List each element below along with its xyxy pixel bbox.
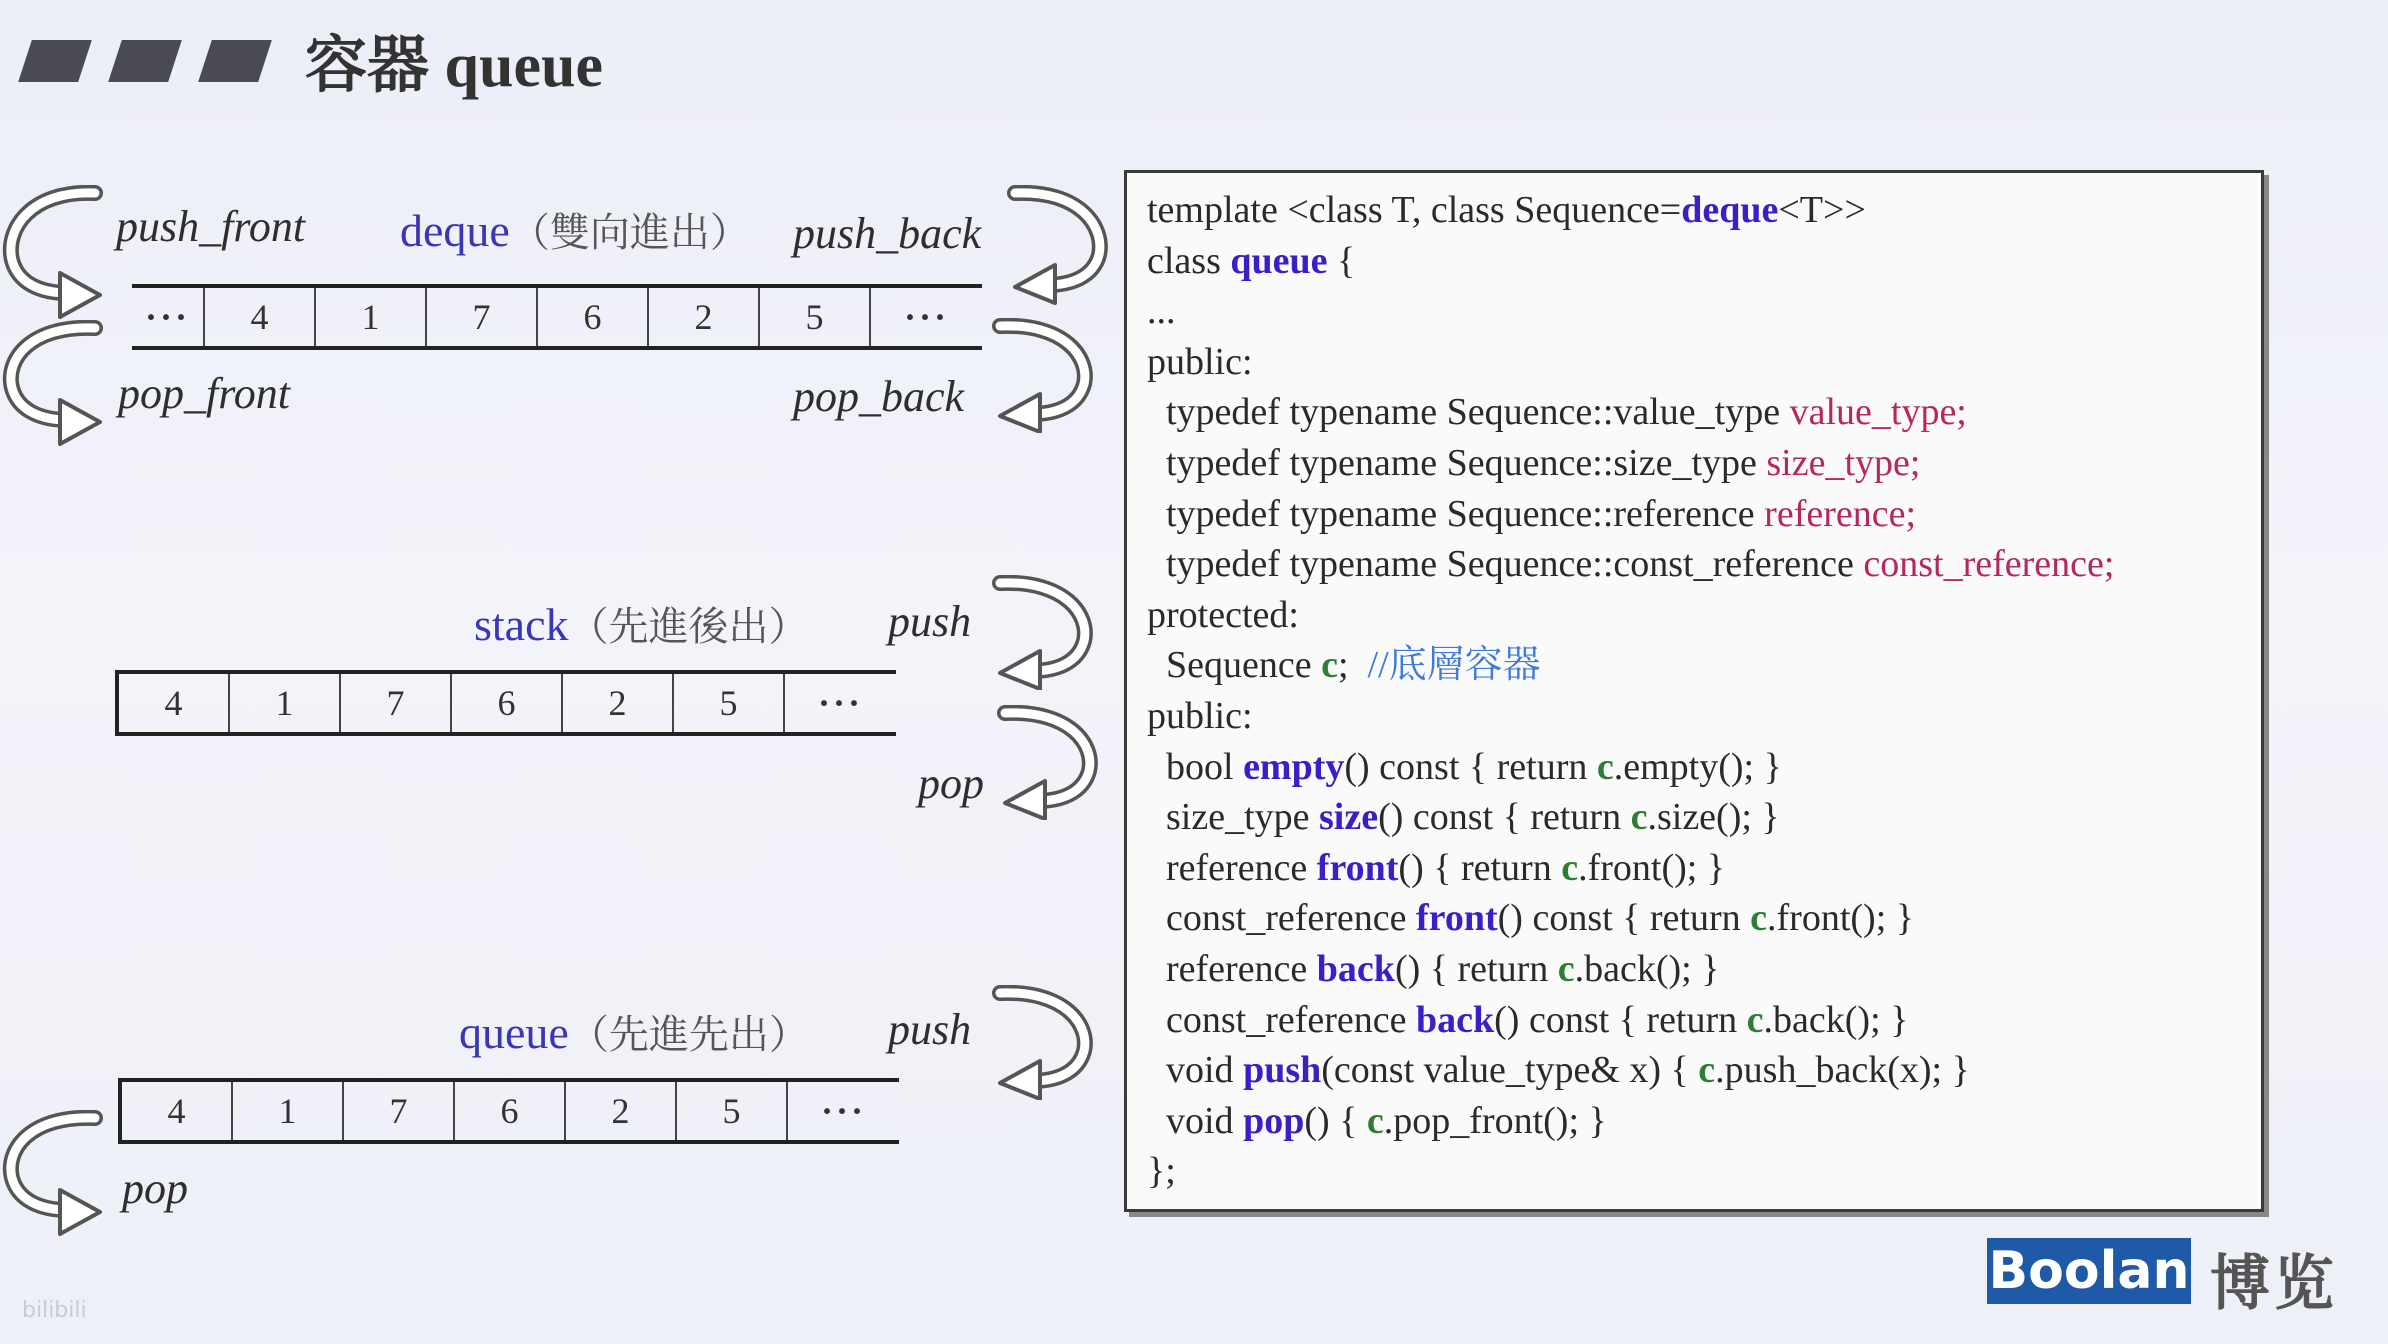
code-token: size_type;	[1766, 441, 1921, 484]
code-token: .push_back(x); }	[1715, 1049, 1970, 1092]
code-token: .front(); }	[1578, 846, 1726, 889]
pop-back-arrow-icon	[990, 318, 1100, 433]
queue-push-label: push	[888, 1005, 972, 1054]
queue-cell: 6	[455, 1082, 566, 1140]
pop-front-arrow-icon	[0, 320, 110, 450]
code-token: .size(); }	[1647, 796, 1780, 839]
stack-cell: 2	[563, 674, 674, 732]
code-line	[1147, 590, 2114, 641]
code-token: c	[1750, 897, 1768, 940]
header-block	[198, 40, 272, 82]
code-line	[1147, 893, 2114, 944]
code-token: c	[1596, 745, 1614, 788]
stack-name: stack	[474, 599, 569, 650]
code-token: .pop_front(); }	[1383, 1099, 1607, 1142]
code-token: c	[1746, 998, 1764, 1041]
deque-push-back-label: push_back	[793, 209, 982, 258]
code-line	[1147, 742, 2114, 793]
stack-cell: 1	[230, 674, 341, 732]
deque-cell: ···	[903, 297, 950, 337]
code-token: front	[1416, 897, 1498, 940]
stack-cell: 4	[119, 674, 230, 732]
boolan-logo-cn: 博览	[2210, 1249, 2338, 1319]
code-token: () const { return	[1344, 745, 1597, 788]
code-token: c	[1698, 1049, 1716, 1092]
deque-cell: ···	[132, 288, 205, 346]
header-block	[108, 40, 182, 82]
code-line	[1147, 691, 2114, 742]
code-token: back	[1416, 998, 1495, 1041]
deque-cell: 1	[316, 288, 427, 346]
code-token: template <class T, class Sequence=	[1147, 189, 1682, 231]
code-token: void	[1147, 1099, 1244, 1142]
deque-strip	[132, 284, 982, 350]
deque-pop-front-label: pop_front	[118, 369, 290, 418]
code-token: public:	[1147, 340, 1253, 383]
deque-cell: 2	[649, 288, 760, 346]
code-token: () {	[1304, 1099, 1367, 1142]
queue-cell: 4	[122, 1082, 233, 1140]
code-token: c	[1630, 796, 1648, 839]
code-token: c	[1557, 947, 1575, 990]
code-token: Sequence	[1147, 644, 1322, 687]
deque-name: deque	[400, 205, 510, 256]
code-token: //底層容器	[1367, 644, 1541, 687]
code-token: back	[1316, 947, 1395, 990]
code-token: () const { return	[1497, 897, 1751, 940]
deque-push-front-label: push_front	[116, 202, 306, 251]
code-token: () { return	[1398, 846, 1562, 889]
push-front-arrow-icon	[0, 185, 110, 320]
stack-pop-arrow-icon	[995, 705, 1105, 820]
stack-cell: 5	[674, 674, 785, 732]
queue-title	[459, 1007, 809, 1058]
code-token: ;	[1337, 644, 1368, 687]
code-token: front	[1316, 846, 1399, 889]
stack-desc: （先進後出）	[568, 604, 809, 649]
code-token: };	[1147, 1150, 1176, 1193]
code-token: ...	[1147, 290, 1176, 333]
code-line	[1147, 1096, 2114, 1147]
code-token: push	[1243, 1049, 1322, 1092]
code-token: public:	[1147, 694, 1253, 737]
code-line	[1147, 1045, 2114, 1096]
code-line	[1147, 236, 2114, 287]
deque-title	[400, 205, 750, 256]
stack-cell: ···	[817, 683, 864, 723]
code-token: c	[1366, 1099, 1384, 1142]
code-line	[1147, 489, 2114, 540]
code-token: bool	[1147, 745, 1244, 788]
stack-title	[474, 599, 809, 650]
code-token: c	[1321, 644, 1338, 687]
code-token: protected:	[1147, 593, 1299, 636]
queue-cell: 5	[677, 1082, 788, 1140]
deque-cell: 7	[427, 288, 538, 346]
queue-cell: 1	[233, 1082, 344, 1140]
queue-strip	[118, 1078, 899, 1144]
code-line	[1147, 539, 2114, 590]
code-token: const_reference;	[1863, 543, 2115, 586]
code-token: {	[1327, 239, 1356, 282]
code-token: typedef typename Sequence::size_type	[1147, 441, 1767, 484]
queue-push-arrow-icon	[990, 985, 1100, 1100]
queue-pop-arrow-icon	[0, 1110, 110, 1240]
code-token: .front(); }	[1767, 897, 1914, 940]
code-token: .empty(); }	[1613, 745, 1782, 788]
code-token: <T>>	[1778, 189, 1866, 231]
code-token: reference	[1147, 947, 1317, 990]
code-token: .back(); }	[1763, 998, 1909, 1041]
code-token: typedef typename Sequence::value_type	[1147, 391, 1790, 434]
queue-pop-label: pop	[122, 1164, 188, 1213]
bilibili-watermark: bilibili	[22, 1298, 87, 1323]
header-block	[18, 40, 92, 82]
code-token: .back(); }	[1574, 947, 1720, 990]
deque-desc: （雙向進出）	[509, 210, 750, 255]
code-line	[1147, 1146, 2114, 1197]
code-line	[1147, 995, 2114, 1046]
code-token: queue	[1230, 239, 1328, 282]
slide-title: 容器 queue	[305, 32, 603, 100]
code-token: reference;	[1764, 492, 1917, 535]
stack-cell: 6	[452, 674, 563, 732]
code-token: () const { return	[1494, 998, 1747, 1041]
deque-pop-back-label: pop_back	[793, 372, 965, 421]
deque-cell: 6	[538, 288, 649, 346]
code-token: empty	[1243, 745, 1345, 788]
queue-name: queue	[459, 1007, 569, 1058]
deque-cell: 5	[760, 288, 871, 346]
code-token: size_type	[1147, 796, 1320, 839]
code-token: size	[1319, 796, 1379, 839]
stack-push-label: push	[888, 597, 972, 646]
queue-desc: （先進先出）	[568, 1012, 809, 1057]
code-token: deque	[1681, 189, 1779, 231]
queue-cell: 7	[344, 1082, 455, 1140]
code-token: value_type;	[1789, 391, 1967, 434]
code-token: () const { return	[1378, 796, 1631, 839]
code-token: (const value_type& x) {	[1321, 1049, 1699, 1092]
code-panel	[1124, 170, 2264, 1212]
code-token: const_reference	[1147, 897, 1417, 940]
code-line	[1147, 944, 2114, 995]
code-line	[1147, 185, 2114, 236]
stack-push-arrow-icon	[990, 575, 1100, 690]
code-line	[1147, 337, 2114, 388]
code-token: const_reference	[1147, 998, 1417, 1041]
code-line	[1147, 286, 2114, 337]
code-token: typedef typename Sequence::const_reference	[1147, 543, 1864, 586]
queue-cell: ···	[820, 1091, 867, 1131]
stack-cell: 7	[341, 674, 452, 732]
push-back-arrow-icon	[1005, 185, 1115, 305]
stack-pop-label: pop	[918, 759, 984, 808]
code-token: typedef typename Sequence::reference	[1147, 492, 1765, 535]
code-token: void	[1147, 1049, 1244, 1092]
code-line	[1147, 640, 2114, 691]
code-line	[1147, 438, 2114, 489]
code-line	[1147, 843, 2114, 894]
queue-cell: 2	[566, 1082, 677, 1140]
code-token: c	[1561, 846, 1579, 889]
code-line	[1147, 792, 2114, 843]
code-token: class	[1147, 239, 1231, 282]
stack-strip	[115, 670, 896, 736]
code-token: reference	[1147, 846, 1317, 889]
code-token: () { return	[1394, 947, 1558, 990]
boolan-logo: Boolan	[1987, 1238, 2191, 1304]
code-token: pop	[1243, 1099, 1305, 1142]
code-lines	[1147, 185, 2114, 1197]
code-line	[1147, 387, 2114, 438]
deque-cell: 4	[205, 288, 316, 346]
